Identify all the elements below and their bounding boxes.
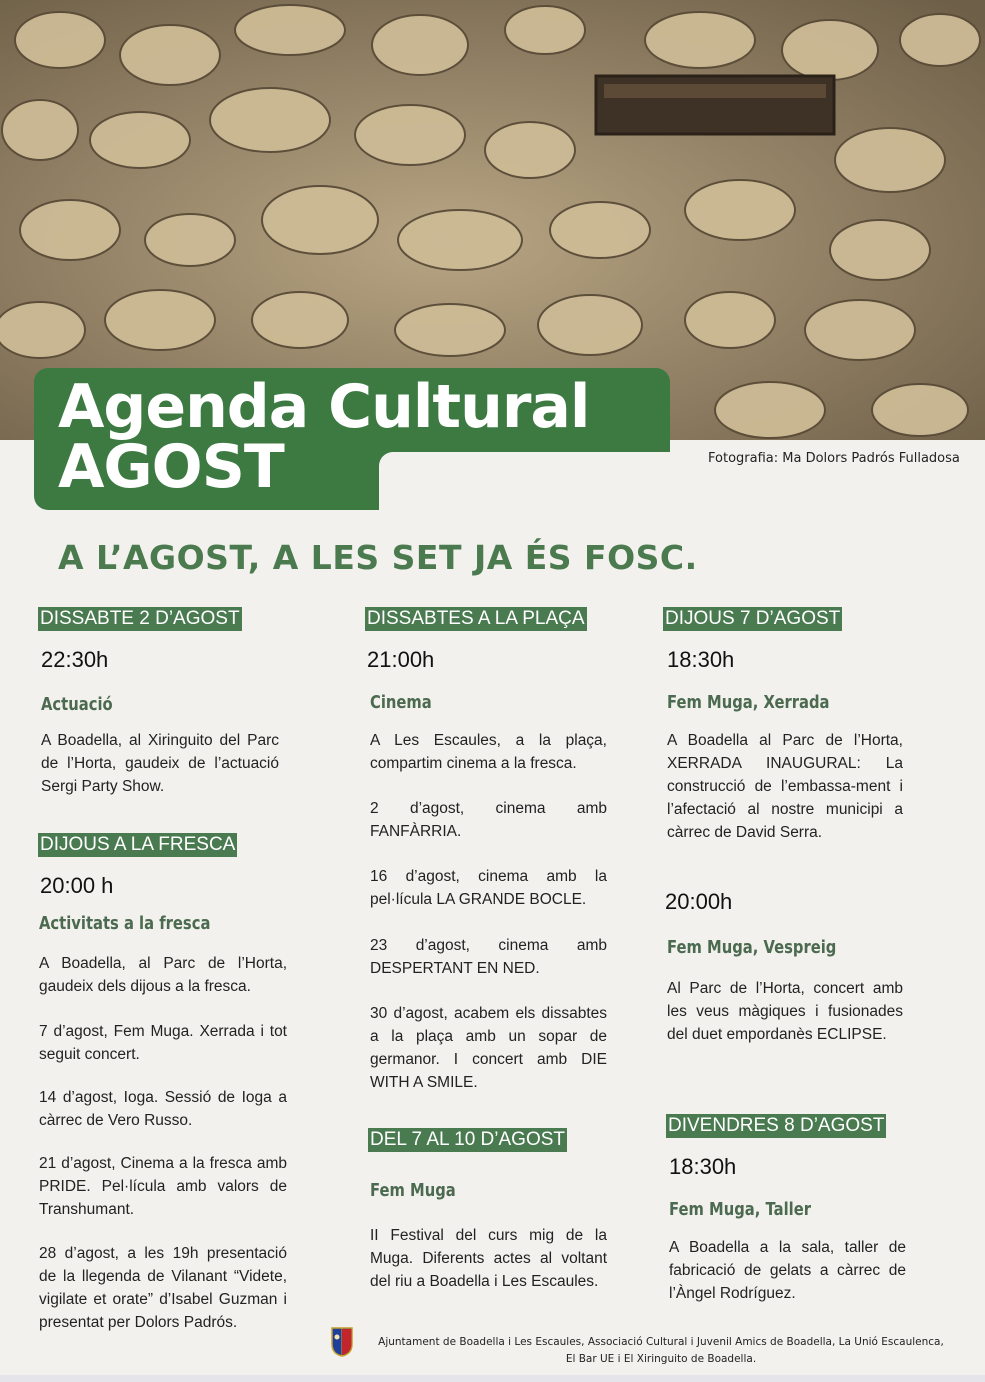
section-heading: DEL 7 AL 10 D’AGOST <box>370 1129 566 1150</box>
event-description: Al Parc de l’Horta, concert amb les veus màgiques i fusionades del duet empordanès ECLIPSE. <box>667 980 903 1043</box>
event-description: 23 d’agost, cinema amb DESPERTANT EN NED. <box>370 937 607 977</box>
event-time: 21:00h <box>367 647 435 672</box>
page-title-line2: AGOST <box>58 432 284 502</box>
title-banner-cutout <box>379 452 670 510</box>
event-description: 30 d’agost, acabem els dissabtes a la plaça amb un sopar de germanor. I concert amb DIE WITH A SMILE. <box>370 1005 607 1091</box>
event-description: II Festival del curs mig de la Muga. Diferents actes al voltant del riu a Boadella i Les Escaules. <box>370 1227 607 1290</box>
section-heading: DIVENDRES 8 D’AGOST <box>668 1115 885 1136</box>
event-category: Actuació <box>41 694 113 715</box>
event-description: A Boadella, al Parc de l’Horta, gaudeix dels dijous a la fresca. <box>39 955 287 995</box>
event-time: 20:00 h <box>40 873 114 898</box>
event-category: Fem Muga, Xerrada <box>667 692 830 713</box>
event-description: A Les Escaules, a la plaça, compartim cinema a la fresca. <box>370 732 607 772</box>
title-banner <box>34 368 670 510</box>
event-category: Fem Muga, Vespreig <box>667 937 837 958</box>
page-title-line1: Agenda Cultural <box>58 372 590 442</box>
section-heading: DIJOUS A LA FRESCA <box>40 834 236 855</box>
event-description: 14 d’agost, Ioga. Sessió de Ioga a càrrec de Vero Russo. <box>39 1089 287 1129</box>
event-time: 20:00h <box>665 889 733 914</box>
event-description: 16 d’agost, cinema amb la pel·lícula LA GRANDE BOCLE. <box>370 868 607 908</box>
event-time: 22:30h <box>41 647 109 672</box>
municipal-crest-icon <box>331 1327 353 1362</box>
event-description: 21 d’agost, Cinema a la fresca amb PRIDE. Pel·lícula amb valors de Transhumant. <box>39 1155 287 1218</box>
event-description: 28 d’agost, a les 19h presentació de la llegenda de Vilanant “Videte, vigilate et orate” d’Isabel Guzman i presentat per Dolors Padrós. <box>39 1245 287 1331</box>
event-category: Activitats a la fresca <box>39 913 211 934</box>
section-heading: DISSABTES A LA PLAÇA <box>367 608 585 629</box>
event-description: A Boadella, al Xiringuito del Parc de l’Horta, gaudeix de l’actuació Sergi Party Show. <box>41 732 279 795</box>
event-description: 2 d’agost, cinema amb FANFÀRRIA. <box>370 800 607 840</box>
bottom-strip <box>0 1375 985 1382</box>
event-time: 18:30h <box>667 647 735 672</box>
section-heading: DISSABTE 2 D’AGOST <box>40 608 240 629</box>
photo-credit: Fotografia: Ma Dolors Padrós Fulladosa <box>708 451 960 466</box>
footer-line: El Bar UE i El Xiringuito de Boadella. <box>565 1353 757 1365</box>
event-category: Cinema <box>370 692 432 713</box>
event-description: A Boadella al Parc de l’Horta, XERRADA INAUGURAL: La construcció de l’embassa-ment i l’afectació al nostre municipi a càrrec de David Serra. <box>667 732 903 841</box>
event-description: 7 d’agost, Fem Muga. Xerrada i tot seguit concert. <box>39 1023 287 1063</box>
footer-sponsors <box>366 1334 956 1368</box>
event-description: A Boadella a la sala, taller de fabricació de gelats a càrrec de l’Àngel Rodríguez. <box>669 1239 906 1302</box>
footer-line: Ajuntament de Boadella i Les Escaules, Associació Cultural i Juvenil Amics de Boadella, La Unió Escaulenca, <box>378 1336 944 1348</box>
event-category: Fem Muga <box>370 1180 456 1201</box>
event-time: 18:30h <box>669 1154 737 1179</box>
section-heading: DIJOUS 7 D’AGOST <box>665 608 841 629</box>
event-category: Fem Muga, Taller <box>669 1199 812 1220</box>
subtitle: A L’AGOST, A LES SET JA ÉS FOSC. <box>58 538 698 577</box>
